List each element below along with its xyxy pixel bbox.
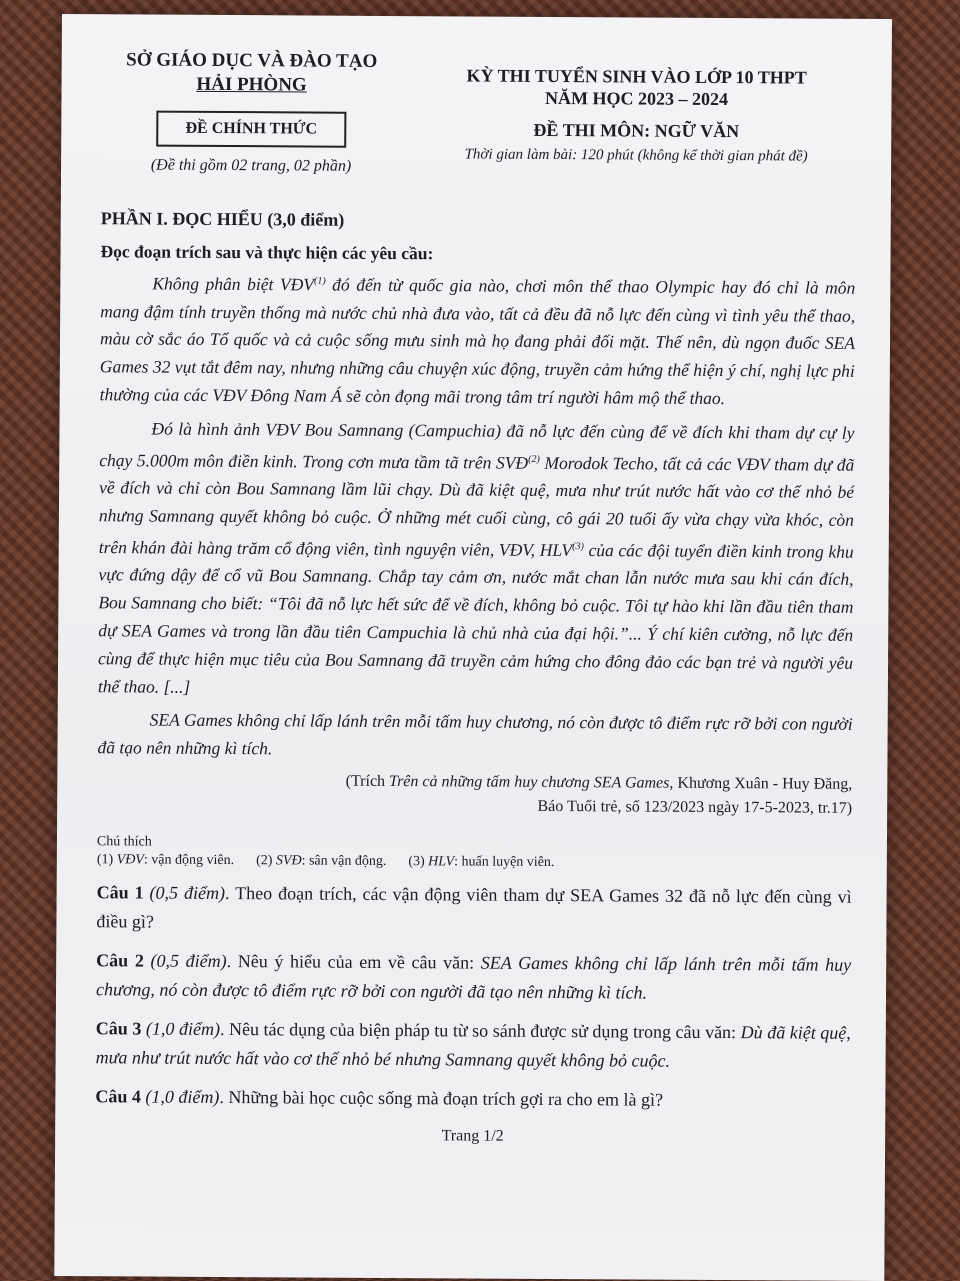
exam-header: [101, 48, 857, 203]
footnote-def: : vận động viên.: [144, 853, 234, 869]
footnote-def: : sân vận động.: [302, 854, 387, 870]
question-text: . Những bài học cuộc sống mà đoạn trích gợi ra cho em là gì?: [219, 1087, 663, 1110]
question-points: (1,0 điểm): [141, 1019, 220, 1039]
footnote-num: (1): [97, 852, 117, 867]
question-4: [95, 1082, 850, 1116]
footnote-3: [408, 854, 554, 871]
footnote-term: HLV: [428, 854, 454, 869]
footnote-ref-2: (2): [528, 453, 540, 464]
official-stamp-box: ĐỀ CHÍNH THỨC: [156, 111, 346, 148]
exam-sheet: [54, 14, 892, 1281]
citation-line-2: Báo Tuổi trẻ, số 123/2023 ngày 17-5-2023, tr.17): [97, 792, 852, 821]
footnote-2: [256, 853, 386, 870]
school-year: NĂM HỌC 2023 – 2024: [401, 86, 871, 111]
citation-title: Trên cả những tấm huy chương SEA Games: [389, 773, 669, 792]
passage-paragraph-2: [98, 415, 855, 705]
question-1: [96, 878, 851, 941]
question-label: Câu 1: [97, 882, 144, 902]
page-number: Trang 1/2: [95, 1125, 850, 1148]
pages-note: (Đề thi gồm 02 trang, 02 phần): [101, 156, 401, 176]
notes-title: Chú thích: [97, 834, 852, 855]
passage-paragraph-3: SEA Games không chỉ lấp lánh trên mỗi tấm huy chương, nó còn được tô điểm rực rỡ bởi con người đã tạo nên những kì tích.: [97, 707, 852, 767]
question-text: . Nêu tác dụng của biện pháp tu từ so sánh được sử dụng trong câu văn:: [220, 1019, 741, 1042]
footnote-term: SVĐ: [276, 853, 302, 868]
question-quote: SEA Games không chỉ lấp lánh trên mỗi tấm huy chương, nó còn được tô điểm rực rỡ bởi con người đã tạo nên những kì tích.: [96, 953, 851, 1003]
footnote-ref-1: (1): [314, 276, 326, 287]
question-label: Câu 4: [95, 1086, 141, 1106]
question-label: Câu 3: [96, 1018, 142, 1038]
footnote-ref-3: (3): [572, 541, 584, 552]
passage-paragraph-1: [100, 266, 856, 413]
footnote-1: [97, 852, 234, 869]
question-text: . Theo đoạn trích, các vận động viên tham dự SEA Games 32 đã nỗ lực đến cùng vì điều gì?: [96, 883, 851, 932]
question-2: [96, 946, 851, 1009]
question-points: (0,5 điểm): [144, 883, 226, 903]
question-label: Câu 2: [96, 950, 144, 970]
p2-text-c: của các đội tuyển điền kinh trong khu vực đứng dậy để cổ vũ Bou Samnang. Chắp tay cảm ơn, nước mắt chan lẫn nước mưa sau khi cán đích, Bou Samnang cho biết: “Tôi đã nỗ lực hết sức để về đích, không bỏ cuộc. Tôi tự hào khi lần đầu tiên tham dự SEA Games và trong lần đầu tiên Campuchia là chủ nhà của đại hội.”... Ý chí kiên cường, nỗ lực đến cùng để thực hiện mục tiêu của Bou Samnang đã truyền cảm hứng cho đông đảo các bạn trẻ và người yêu thể thao. [...]: [98, 540, 854, 697]
header-left: [101, 48, 402, 176]
question-points: (0,5 điểm): [144, 951, 227, 972]
question-quote: Dù đã kiệt quệ, mưa như trút nước hất vào cơ thể nhỏ bé nhưng Samnang quyết không bỏ cuộc.: [96, 1022, 851, 1071]
sheet-content: [95, 48, 857, 1148]
exam-title: KỲ THI TUYỂN SINH VÀO LỚP 10 THPT: [402, 64, 872, 89]
question-text: . Nêu ý hiểu của em về câu văn:: [227, 951, 481, 973]
p2-text-a: Đó là hình ảnh VĐV Bou Samnang (Campuchia) đã nỗ lực đến cùng để về đích khi tham dự cự ly chạy 5.000m môn điền kinh. Trong cơn mưa tầm tã trên SVĐ: [99, 418, 854, 472]
citation-authors: , Khương Xuân - Huy Đăng,: [669, 775, 852, 793]
question-3: [96, 1014, 851, 1077]
p1-text-b: đó đến từ quốc gia nào, chơi môn thể thao Olympic hay đó chỉ là môn mang đậm tính truyền thống mà nước chủ nhà đưa vào, tất cả đều đã nỗ lực đến cùng vì tình yêu thể thao, màu cờ sắc áo Tổ quốc và cả cuộc sống mưu sinh mà họ đang phải đối mặt. Thế nên, dù ngọn đuốc SEA Games 32 vụt tắt đêm nay, nhưng những câu chuyện xúc động, truyền cảm hứng thể hiện ý chí, nghị lực phi thường của các VĐV Đông Nam Á sẽ còn đọng mãi trong tâm trí người hâm mộ thể thao.: [100, 274, 856, 408]
question-points: (1,0 điểm): [141, 1087, 220, 1107]
reading-instruction: Đọc đoạn trích sau và thực hiện các yêu cầu:: [100, 241, 855, 267]
duration-note: Thời gian làm bài: 120 phút (không kể thời gian phát đề): [401, 146, 871, 166]
header-right: [401, 64, 872, 166]
footnote-def: : huấn luyện viên.: [454, 854, 554, 870]
footnote-num: (3): [408, 854, 428, 869]
subject-title: ĐỀ THI MÔN: NGỮ VĂN: [401, 118, 871, 143]
city-name: HẢI PHÒNG: [101, 72, 401, 98]
p2-text-b: Morodok Techo, tất cả các VĐV tham dự đã về đích và chỉ còn Bou Samnang lầm lũi chạy. Dù đã kiệt quệ, mưa như trút nước hất vào cơ thể nhỏ bé nhưng Samnang quyết không bỏ cuộc. Ở những mét cuối cùng, cô gái 20 tuổi ấy vừa chạy vừa khóc, còn trên khán đài hàng trăm cổ động viên, tình nguyện viên, VĐV, HLV: [99, 452, 855, 559]
source-citation: [97, 768, 852, 821]
department-name: SỞ GIÁO DỤC VÀ ĐÀO TẠO: [102, 48, 402, 74]
part-1-title: PHẦN I. ĐỌC HIỂU (3,0 điểm): [101, 208, 856, 234]
footnote-num: (2): [256, 853, 276, 868]
p1-text-a: Không phân biệt VĐV: [152, 273, 314, 294]
footnote-term: VĐV: [117, 852, 144, 867]
citation-prefix: (Trích: [346, 773, 390, 790]
footnotes: [97, 852, 852, 873]
